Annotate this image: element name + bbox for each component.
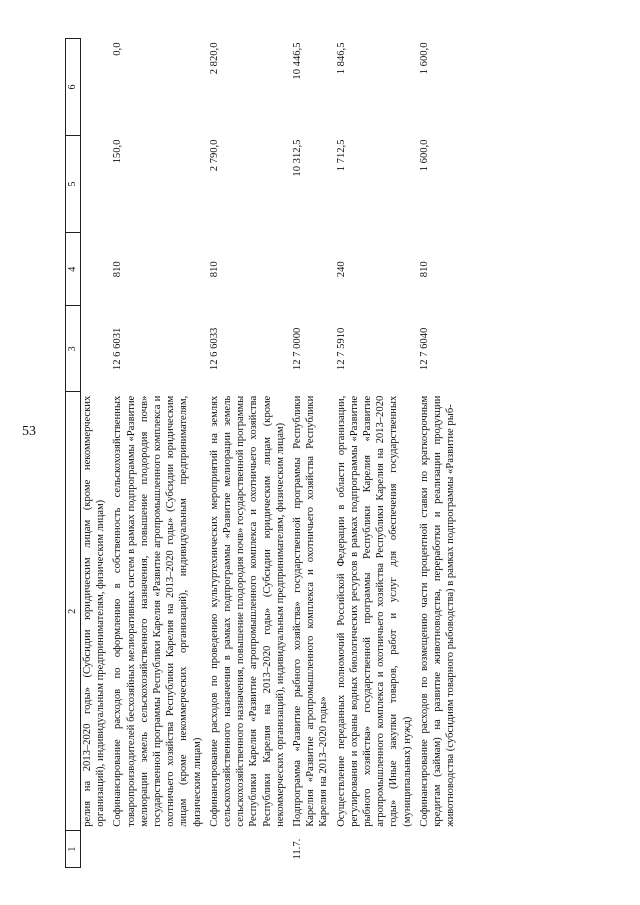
- row-name: Софинансирование расходов по возмещению части процентной ставки по краткосрочным кредитам (займам) на развитие животноводства, переработки и реализации продукции животноводства (субсидиям товарного рыбоводства) в рамках подпрограммы «Развитие рыб-: [418, 395, 457, 827]
- row-number: [208, 830, 291, 867]
- row-code: 12 6 6031: [112, 327, 124, 370]
- header-col-1: 1: [66, 830, 81, 867]
- budget-table-sheet: [65, 38, 575, 868]
- row-value-2: 1 600,0: [418, 42, 430, 74]
- row-name: Подпрограмма «Развитие рыбного хозяйства» государственной программы Республики Карелия «Развитие агропромышленного комплекса и охотничьего хозяйства Республики Карелия на 2013–2020 годы»: [292, 395, 330, 827]
- row-name: Софинансирование расходов по проведению культуртехнических мероприятий на землях сельскохозяйственного назначения в рамках подпрограммы «Развитие мелиорации земель сельскохозяйственного назначения, повышение плодородия почв» государственной программы Республики Карелия «Развитие агропромышленного комплекса и охотничьего хозяйства Республики Карелия на 2013–2020 годы» (Субсидии юридическим лицам (кроме некоммерческих организаций), индивидуальным предпринимателям, физическим лицам): [208, 395, 286, 827]
- page-number: 53: [22, 424, 36, 439]
- row-value-1: 1 600,0: [418, 139, 430, 171]
- row-name: Софинансирование расходов по оформлению в собственность сельскохозяйственных товаропроизводителей бесхозяйных мелиоративных систем в рамках подпрограммы «Развитие мелиорации земель сельскохозяйственного назначения, повышение плодородия почв» государственной программы Республики Карелия «Развитие агропромышленного комплекса и охотничьего хозяйства Республики Карелия на 2013–2020 годы» (Субсидии юридическим лицам (кроме некоммерческих организаций), индивидуальным предпринимателям, физическим лицам): [112, 395, 203, 827]
- row-kind: 810: [208, 260, 220, 277]
- header-row: [66, 38, 81, 867]
- table-row: [81, 38, 112, 867]
- row-name: релия на 2013–2020 годы» (Субсидии юридическим лицам (кроме некоммерческих организаций), индивидуальным предпринимателям, физическим лицам): [82, 395, 107, 827]
- row-value-2: 0,0: [112, 42, 124, 56]
- row-value-2: 10 446,5: [292, 42, 304, 80]
- header-col-5: 5: [66, 135, 81, 232]
- table-row: [291, 38, 335, 867]
- row-value-2: 1 846,5: [335, 42, 347, 74]
- row-code: 12 7 0000: [292, 327, 304, 370]
- row-kind: [291, 232, 335, 306]
- row-code: 12 7 6040: [418, 327, 430, 370]
- row-value-1: [81, 135, 112, 232]
- header-col-6: 6: [66, 38, 81, 135]
- row-value-1: 10 312,5: [292, 139, 304, 177]
- row-value-1: 1 712,5: [335, 139, 347, 171]
- table-row: [418, 38, 462, 867]
- row-value-2: 2 820,0: [208, 42, 220, 74]
- table-row: [208, 38, 291, 867]
- row-number: [111, 830, 207, 867]
- row-code: 12 7 5910: [335, 327, 347, 370]
- row-name: Осуществление переданных полномочий Российской Федерации в области организации, регулирования и охраны водных биологических ресурсов в рамках подпрограммы «Развитие рыбного хозяйства» государственной программы Республики Карелия «Развитие агропромышленного комплекса и охотничьего хозяйства Республики Карелия на 2013–2020 годы» (Иные закупки товаров, работ и услуг для обеспечения государственных (муниципальных) нужд): [335, 395, 413, 827]
- row-value-1: 150,0: [112, 139, 124, 163]
- row-kind: 810: [112, 260, 124, 277]
- header-col-4: 4: [66, 232, 81, 306]
- header-col-2: 2: [66, 391, 81, 830]
- row-kind: 810: [418, 260, 430, 277]
- row-kind: [81, 232, 112, 306]
- header-col-3: 3: [66, 306, 81, 392]
- row-code: 12 6 6033: [208, 327, 220, 370]
- row-code: [81, 306, 112, 392]
- table-row: [335, 38, 418, 867]
- row-number: 11.7.: [292, 838, 304, 860]
- row-value-1: 2 790,0: [208, 139, 220, 171]
- row-number: [335, 830, 418, 867]
- budget-table: [65, 38, 461, 868]
- row-number: [81, 830, 112, 867]
- row-number: [418, 830, 462, 867]
- table-row: [111, 38, 207, 867]
- row-value-2: [81, 38, 112, 135]
- row-kind: 240: [335, 260, 347, 277]
